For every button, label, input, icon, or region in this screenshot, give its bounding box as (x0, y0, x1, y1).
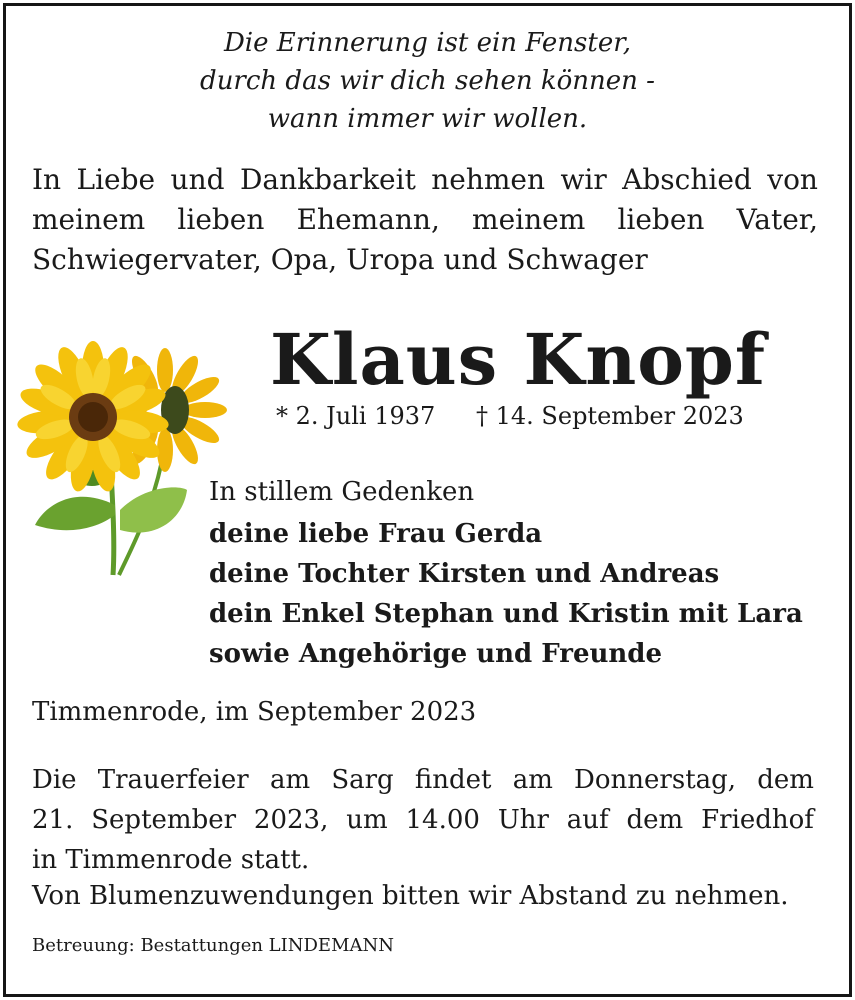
word: findet (414, 765, 492, 795)
word: meinem (472, 203, 586, 236)
word: dem (757, 765, 814, 795)
farewell-line (32, 200, 818, 240)
mourner: dein Enkel Stephan und Kristin mit Lara (209, 599, 803, 629)
birth-date: * 2. Juli 1937 (276, 402, 436, 430)
word: Die (32, 765, 77, 795)
mourner: sowie Angehörige und Freunde (209, 639, 663, 669)
sunflowers-icon (15, 335, 235, 585)
quote-line: durch das wir dich sehen können - (200, 66, 655, 96)
word: Donnerstag, (574, 765, 737, 795)
word: Liebe (76, 163, 156, 196)
quote-line: wann immer wir wollen. (267, 104, 588, 134)
word: September (91, 805, 237, 835)
word: lieben (617, 203, 705, 236)
mourner: deine liebe Frau Gerda (209, 519, 543, 549)
funeral-info (32, 760, 814, 880)
word: am (269, 765, 311, 795)
word: am (512, 765, 553, 795)
flowers-note: Von Blumenzuwendungen bitten wir Abstand zu nehmen. (32, 881, 789, 911)
memorial-quote (0, 24, 855, 138)
leaf (35, 497, 115, 530)
word: Ehemann, (296, 203, 440, 236)
deceased-name: Klaus Knopf (270, 318, 766, 401)
word: meinem (32, 203, 146, 236)
leaf (120, 487, 187, 532)
word: Dankbarkeit (239, 163, 416, 196)
word: auf (566, 805, 609, 835)
word: von (767, 163, 818, 196)
mourner: deine Tochter Kirsten und Andreas (209, 559, 720, 589)
word: wir (560, 163, 607, 196)
word: 2023, (253, 805, 329, 835)
word: 14.00 (405, 805, 480, 835)
word: Sarg (331, 765, 394, 795)
farewell-line (32, 160, 818, 200)
word: lieben (177, 203, 265, 236)
word: Uhr (497, 805, 549, 835)
farewell-line: Schwiegervater, Opa, Uropa und Schwager (32, 243, 648, 276)
death-date: † 14. September 2023 (476, 402, 744, 430)
farewell-text (32, 160, 818, 280)
mourners-list (209, 514, 803, 674)
funeral-line: in Timmenrode statt. (32, 845, 310, 875)
word: 21. (32, 805, 74, 835)
word: um (346, 805, 388, 835)
word: Vater, (736, 203, 818, 236)
funeral-line (32, 800, 814, 840)
word: In (32, 163, 62, 196)
undertaker-credit: Betreuung: Bestattungen LINDEMANN (32, 935, 394, 956)
word: Friedhof (701, 805, 814, 835)
word: nehmen (431, 163, 546, 196)
funeral-line (32, 760, 814, 800)
word: Trauerfeier (97, 765, 249, 795)
word: dem (626, 805, 684, 835)
mourning-heading: In stillem Gedenken (209, 477, 475, 507)
word: Abschied (622, 163, 752, 196)
word: und (170, 163, 225, 196)
quote-line: Die Erinnerung ist ein Fenster, (223, 28, 632, 58)
place-date: Timmenrode, im September 2023 (32, 697, 477, 727)
